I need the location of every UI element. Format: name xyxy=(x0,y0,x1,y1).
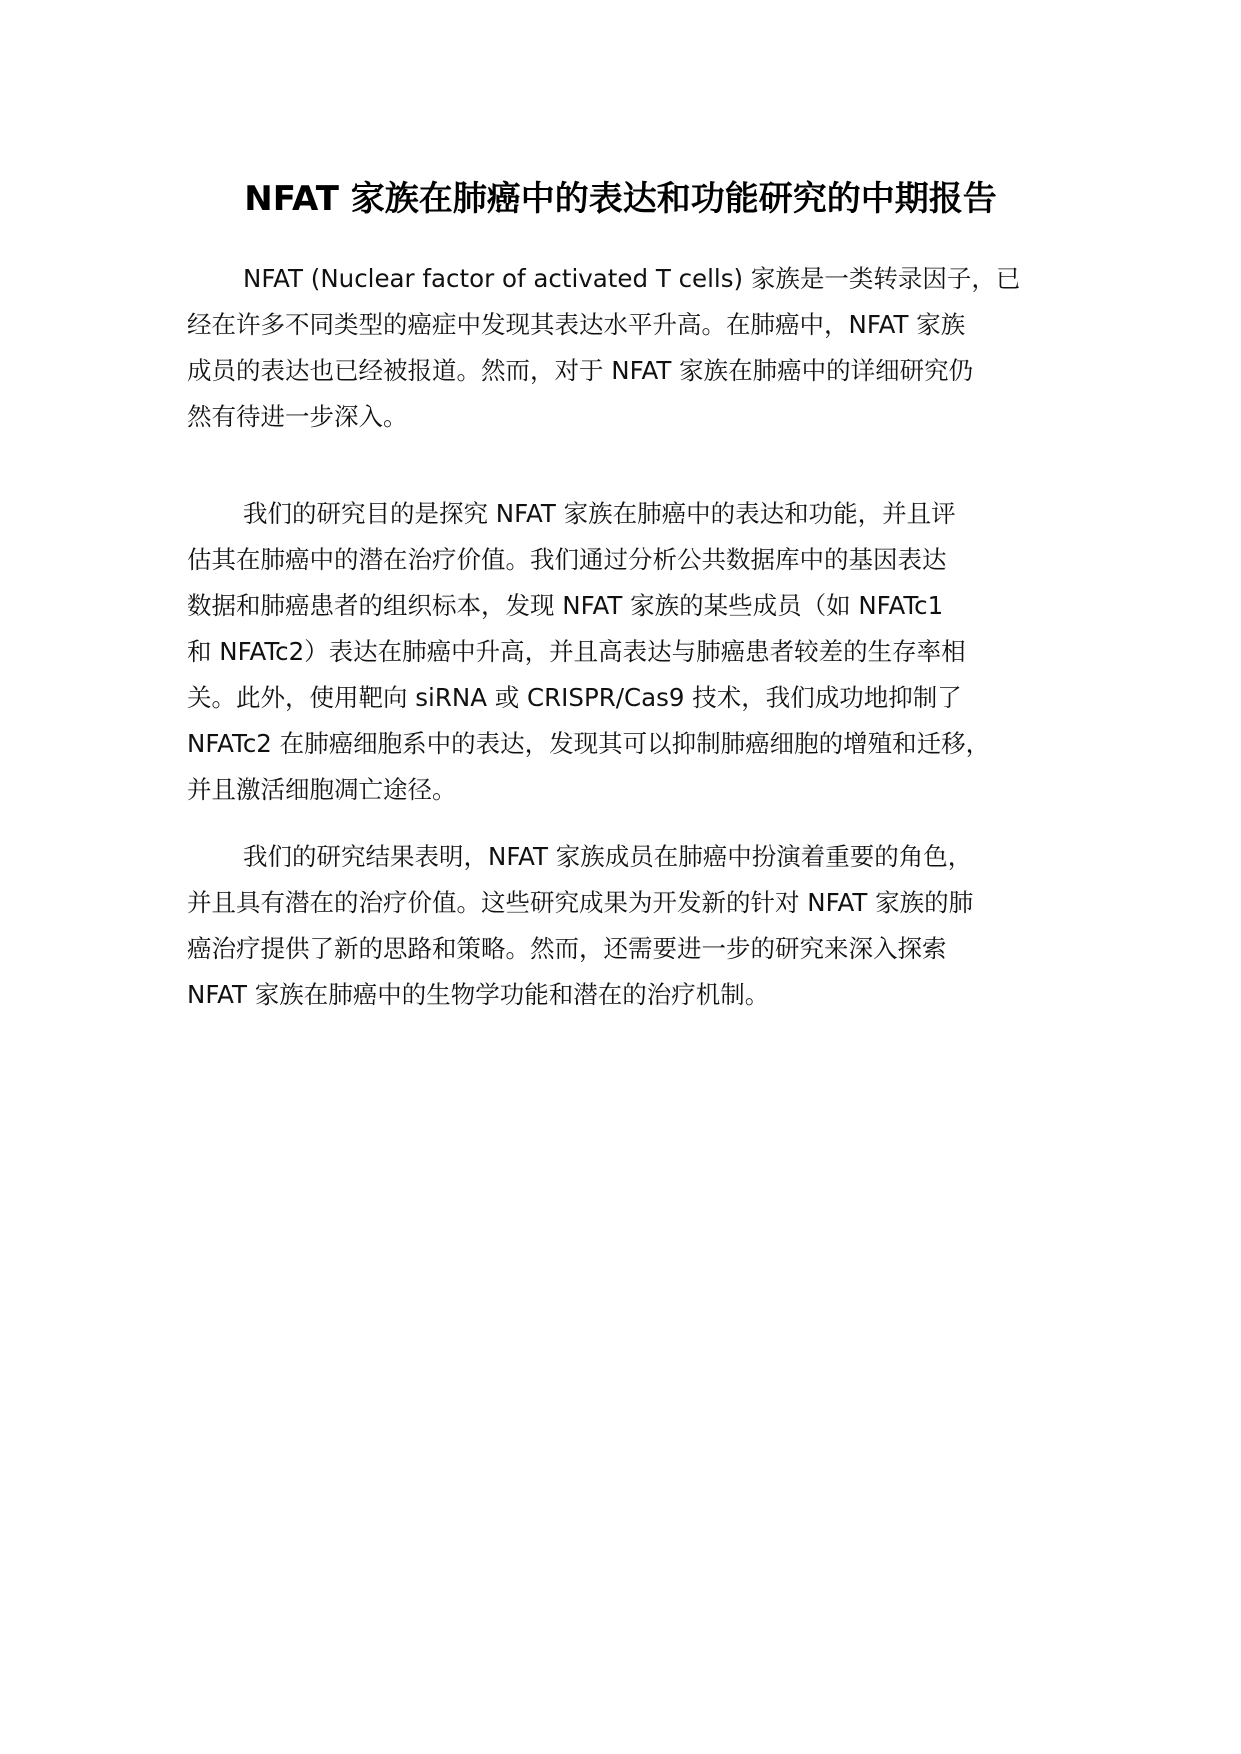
paragraph-1-line-4: 然有待进一步深入。 xyxy=(187,402,408,431)
paragraph-2-line-1: 我们的研究目的是探究 NFAT 家族在肺癌中的表达和功能，并且评 xyxy=(243,499,956,528)
paragraph-1-line-2: 经在许多不同类型的癌症中发现其表达水平升高。在肺癌中，NFAT 家族 xyxy=(187,310,966,339)
paragraph-2-line-6: NFATc2 在肺癌细胞系中的表达，发现其可以抑制肺癌细胞的增殖和迁移， xyxy=(187,729,991,758)
paragraph-3-line-2: 并且具有潜在的治疗价值。这些研究成果为开发新的针对 NFAT 家族的肺 xyxy=(187,888,974,917)
paragraph-2-line-5: 关。此外，使用靶向 siRNA 或 CRISPR/Cas9 技术，我们成功地抑制了 xyxy=(187,683,962,712)
paragraph-1-line-3: 成员的表达也已经被报道。然而，对于 NFAT 家族在肺癌中的详细研究仍 xyxy=(187,356,974,385)
paragraph-3-line-3: 癌治疗提供了新的思路和策略。然而，还需要进一步的研究来深入探索 xyxy=(187,934,947,963)
paragraph-2-line-2: 估其在肺癌中的潜在治疗价值。我们通过分析公共数据库中的基因表达 xyxy=(187,545,947,574)
page-title: NFAT 家族在肺癌中的表达和功能研究的中期报告 xyxy=(244,179,997,219)
paragraph-1-line-1: NFAT (Nuclear factor of activated T cells) 家族是一类转录因子，已 xyxy=(243,264,1021,293)
paragraph-3-line-4: NFAT 家族在肺癌中的生物学功能和潜在的治疗机制。 xyxy=(187,980,770,1009)
paragraph-2-line-3: 数据和肺癌患者的组织标本，发现 NFAT 家族的某些成员（如 NFATc1 xyxy=(187,591,944,620)
paragraph-2-line-4: 和 NFATc2）表达在肺癌中升高，并且高表达与肺癌患者较差的生存率相 xyxy=(187,637,966,666)
paragraph-3-line-1: 我们的研究结果表明，NFAT 家族成员在肺癌中扮演着重要的角色， xyxy=(243,842,973,871)
paragraph-2-line-7: 并且激活细胞凋亡途径。 xyxy=(187,775,457,804)
